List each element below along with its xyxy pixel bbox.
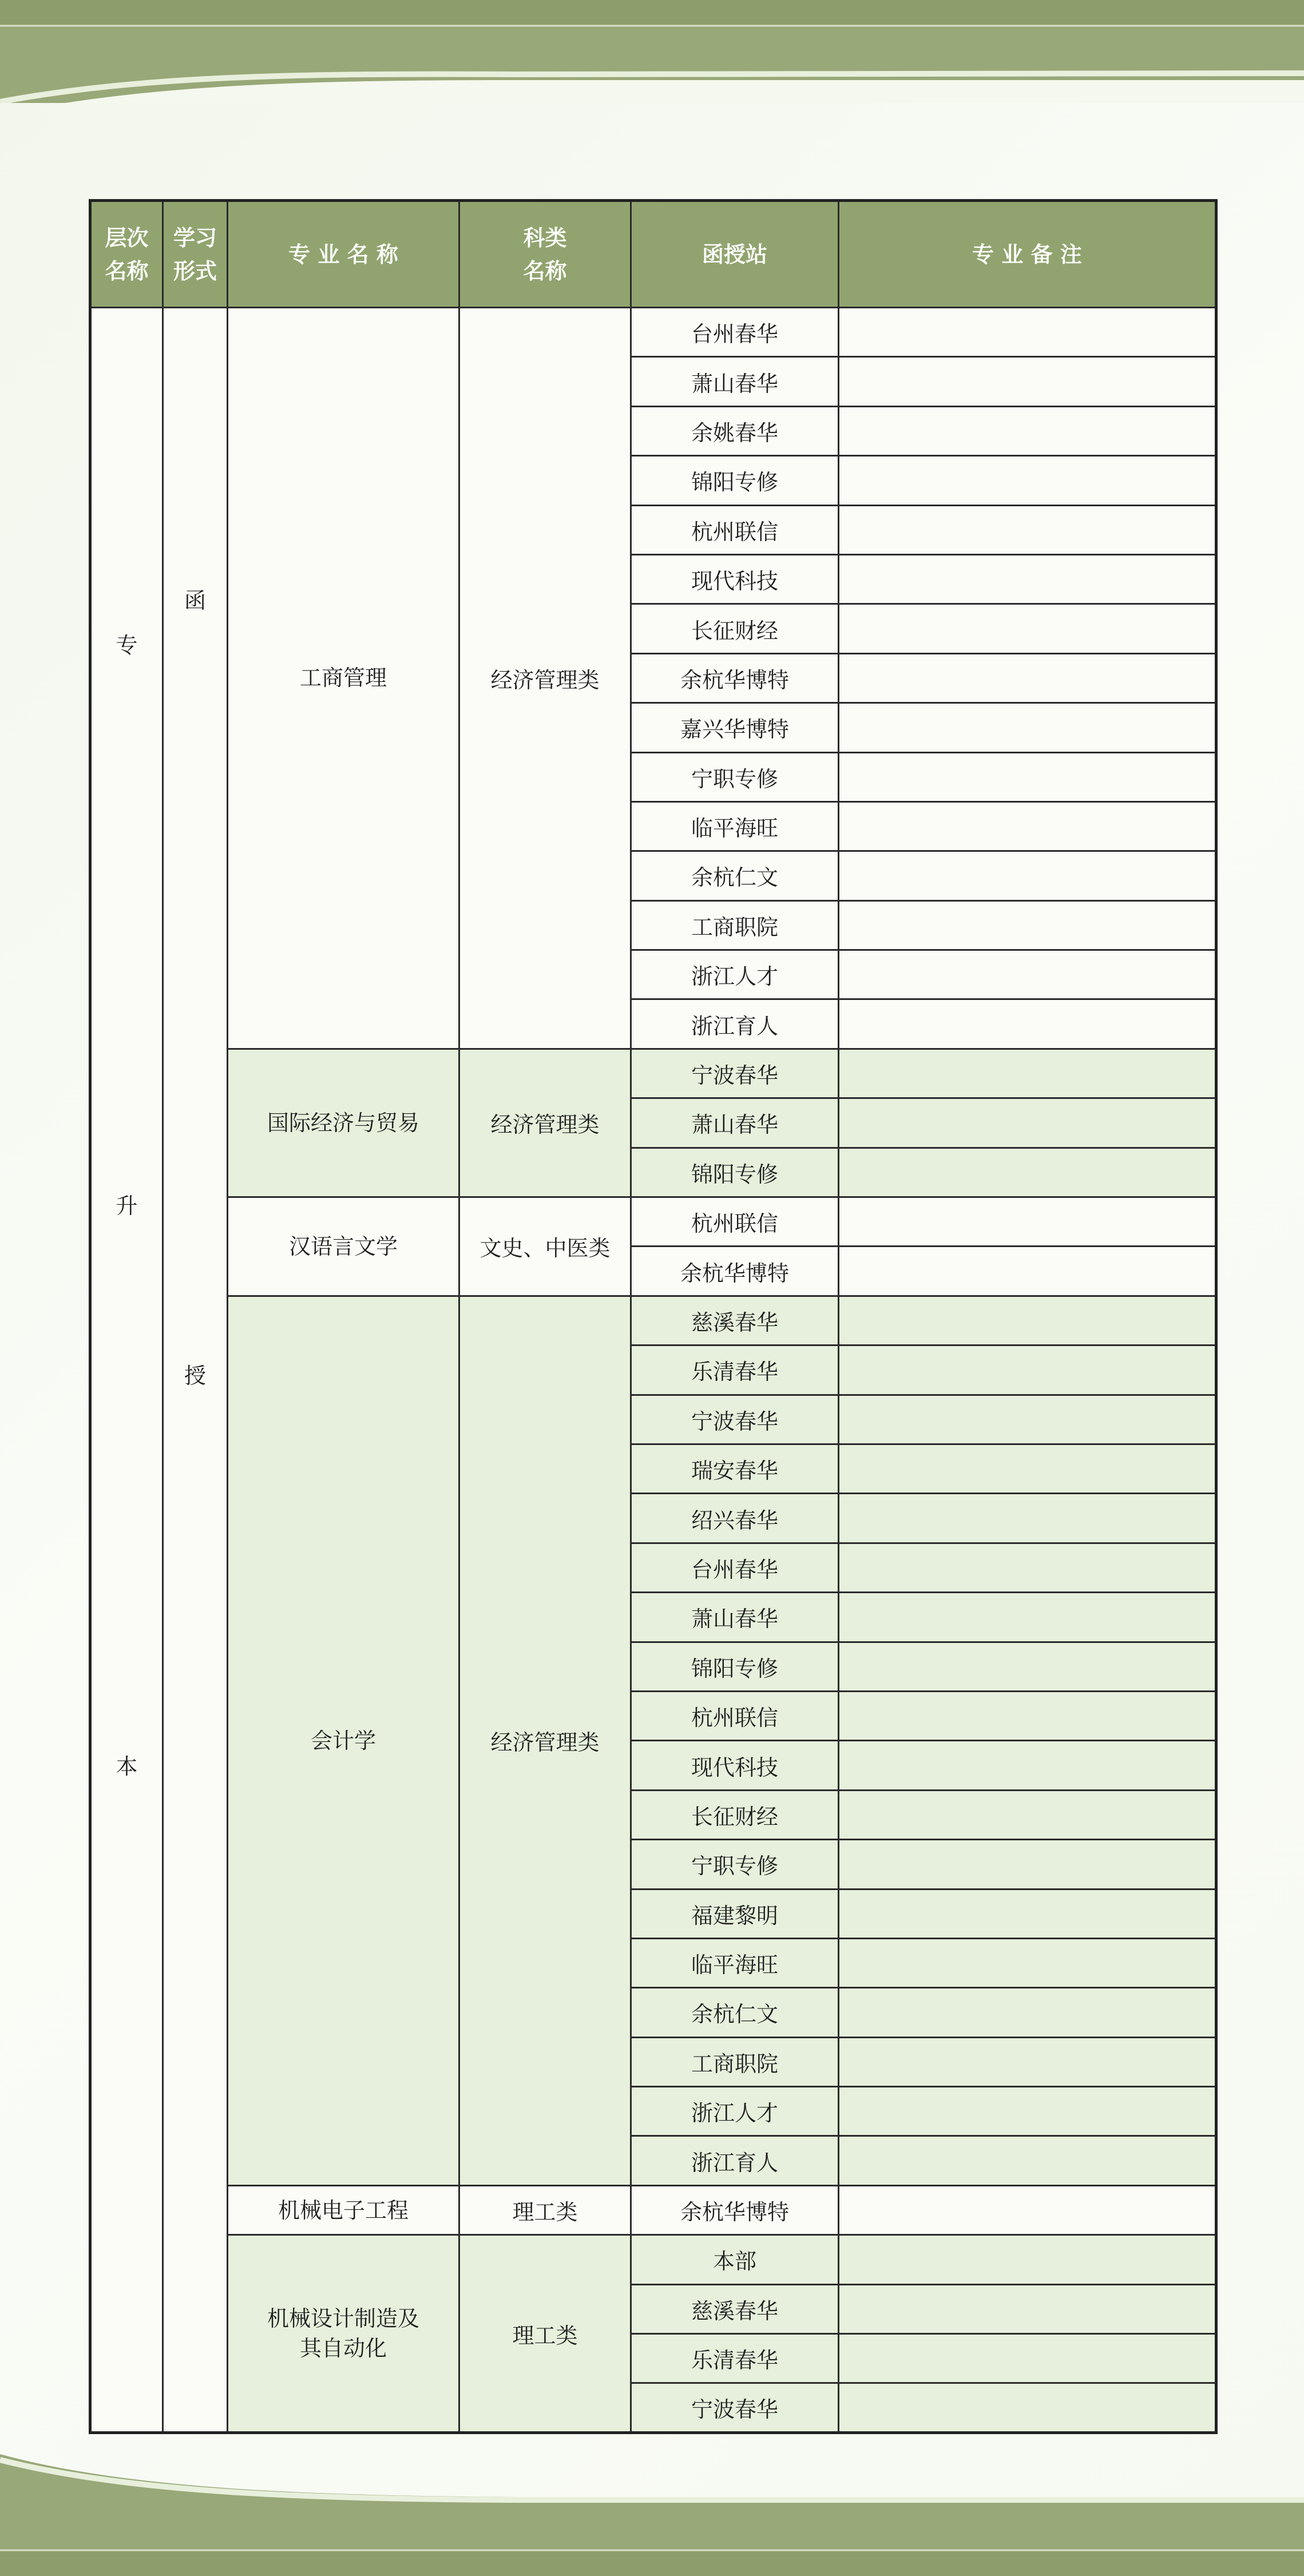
station-cell: 余杭华博特 (631, 1247, 839, 1296)
station-cell: 余杭仁文 (631, 851, 839, 900)
station-cell: 余杭华博特 (631, 2185, 839, 2234)
station-cell: 杭州联信 (631, 505, 839, 554)
station-cell: 临平海旺 (631, 1938, 839, 1987)
station-cell: 浙江人才 (631, 950, 839, 999)
station-cell: 工商职院 (631, 900, 839, 950)
station-cell: 绍兴春华 (631, 1494, 839, 1543)
header-level: 层次 名称 (90, 201, 163, 308)
notes-cell (839, 999, 1216, 1049)
station-cell: 萧山春华 (631, 357, 839, 406)
table-row (90, 308, 1216, 357)
major-cell: 机械电子工程 (228, 2185, 459, 2234)
station-cell: 宁职专修 (631, 1840, 839, 1889)
table-row (90, 1296, 1216, 1345)
station-cell: 临平海旺 (631, 801, 839, 851)
notes-cell (839, 1049, 1216, 1098)
station-cell: 台州春华 (631, 1543, 839, 1592)
station-cell: 台州春华 (631, 308, 839, 357)
notes-cell (839, 1889, 1216, 1938)
notes-cell (839, 554, 1216, 604)
form-char: 函 (184, 588, 206, 614)
category-cell: 经济管理类 (459, 308, 631, 1049)
category-cell: 理工类 (459, 2235, 631, 2433)
category-cell: 经济管理类 (459, 1296, 631, 2185)
station-cell: 现代科技 (631, 1741, 839, 1790)
notes-cell (839, 1395, 1216, 1444)
notes-cell (839, 505, 1216, 554)
notes-cell (839, 308, 1216, 357)
station-cell: 浙江育人 (631, 2136, 839, 2185)
enrollment-schedule-table (89, 199, 1218, 2434)
station-cell: 瑞安春华 (631, 1444, 839, 1493)
major-cell: 会计学 (228, 1296, 459, 2185)
station-cell: 长征财经 (631, 1790, 839, 1839)
major-cell: 机械设计制造及 其自动化 (228, 2235, 459, 2433)
notes-cell (839, 1741, 1216, 1790)
level-cell (90, 308, 163, 2433)
notes-cell (839, 1444, 1216, 1493)
top-decorative-band (0, 0, 1304, 103)
notes-cell (839, 604, 1216, 653)
station-cell: 萧山春华 (631, 1098, 839, 1148)
notes-cell (839, 2136, 1216, 2185)
station-cell: 余杭华博特 (631, 653, 839, 702)
major-cell: 工商管理 (228, 308, 459, 1049)
table-row (90, 1049, 1216, 1098)
station-cell: 杭州联信 (631, 1691, 839, 1740)
notes-cell (839, 1593, 1216, 1642)
notes-cell (839, 2284, 1216, 2333)
notes-cell (839, 1840, 1216, 1889)
form-cell (163, 308, 228, 2433)
station-cell: 宁波春华 (631, 1049, 839, 1098)
station-cell: 余杭仁文 (631, 1988, 839, 2037)
station-cell: 萧山春华 (631, 1593, 839, 1642)
station-cell: 余姚春华 (631, 406, 839, 455)
table-row (90, 1197, 1216, 1247)
station-cell: 本部 (631, 2235, 839, 2284)
notes-cell (839, 2383, 1216, 2432)
notes-cell (839, 1543, 1216, 1592)
station-cell: 现代科技 (631, 554, 839, 604)
notes-cell (839, 1247, 1216, 1296)
notes-cell (839, 1642, 1216, 1691)
category-cell: 文史、中医类 (459, 1197, 631, 1296)
level-char: 专 (116, 632, 138, 658)
station-cell: 杭州联信 (631, 1197, 839, 1247)
notes-cell (839, 1148, 1216, 1197)
station-cell: 慈溪春华 (631, 1296, 839, 1345)
station-cell: 宁波春华 (631, 2383, 839, 2432)
notes-cell (839, 801, 1216, 851)
station-cell: 嘉兴华博特 (631, 703, 839, 752)
level-char: 本 (116, 1753, 138, 1779)
table-row (90, 2185, 1216, 2234)
notes-cell (839, 851, 1216, 900)
table-row (90, 2235, 1216, 2284)
station-cell: 锦阳专修 (631, 1148, 839, 1197)
notes-cell (839, 1345, 1216, 1395)
station-cell: 乐清春华 (631, 1345, 839, 1395)
station-cell: 工商职院 (631, 2037, 839, 2086)
notes-cell (839, 950, 1216, 999)
station-cell: 锦阳专修 (631, 1642, 839, 1691)
notes-cell (839, 2037, 1216, 2086)
header-form: 学习 形式 (163, 201, 228, 308)
header-notes: 专 业 备 注 (839, 201, 1216, 308)
station-cell: 慈溪春华 (631, 2284, 839, 2333)
header-category: 科类 名称 (459, 201, 631, 308)
notes-cell (839, 653, 1216, 702)
station-cell: 浙江人才 (631, 2087, 839, 2136)
level-char: 升 (116, 1193, 138, 1218)
notes-cell (839, 1691, 1216, 1740)
notes-cell (839, 2235, 1216, 2284)
notes-cell (839, 2334, 1216, 2383)
notes-cell (839, 1197, 1216, 1247)
notes-cell (839, 1494, 1216, 1543)
notes-cell (839, 2185, 1216, 2234)
header-station: 函授站 (631, 201, 839, 308)
station-cell: 宁职专修 (631, 752, 839, 801)
notes-cell (839, 2087, 1216, 2136)
bottom-decorative-band (0, 2454, 1304, 2576)
category-cell: 经济管理类 (459, 1049, 631, 1197)
table-header-row (90, 201, 1216, 308)
major-cell: 汉语言文学 (228, 1197, 459, 1296)
notes-cell (839, 406, 1216, 455)
notes-cell (839, 1296, 1216, 1345)
notes-cell (839, 1790, 1216, 1839)
major-cell: 国际经济与贸易 (228, 1049, 459, 1197)
notes-cell (839, 456, 1216, 505)
station-cell: 长征财经 (631, 604, 839, 653)
notes-cell (839, 1938, 1216, 1987)
station-cell: 福建黎明 (631, 1889, 839, 1938)
notes-cell (839, 1098, 1216, 1148)
category-cell: 理工类 (459, 2185, 631, 2234)
form-char: 授 (184, 1363, 206, 1389)
notes-cell (839, 1988, 1216, 2037)
notes-cell (839, 752, 1216, 801)
station-cell: 锦阳专修 (631, 456, 839, 505)
station-cell: 乐清春华 (631, 2334, 839, 2383)
notes-cell (839, 357, 1216, 406)
notes-cell (839, 900, 1216, 950)
station-cell: 浙江育人 (631, 999, 839, 1049)
header-major: 专 业 名 称 (228, 201, 459, 308)
notes-cell (839, 703, 1216, 752)
station-cell: 宁波春华 (631, 1395, 839, 1444)
